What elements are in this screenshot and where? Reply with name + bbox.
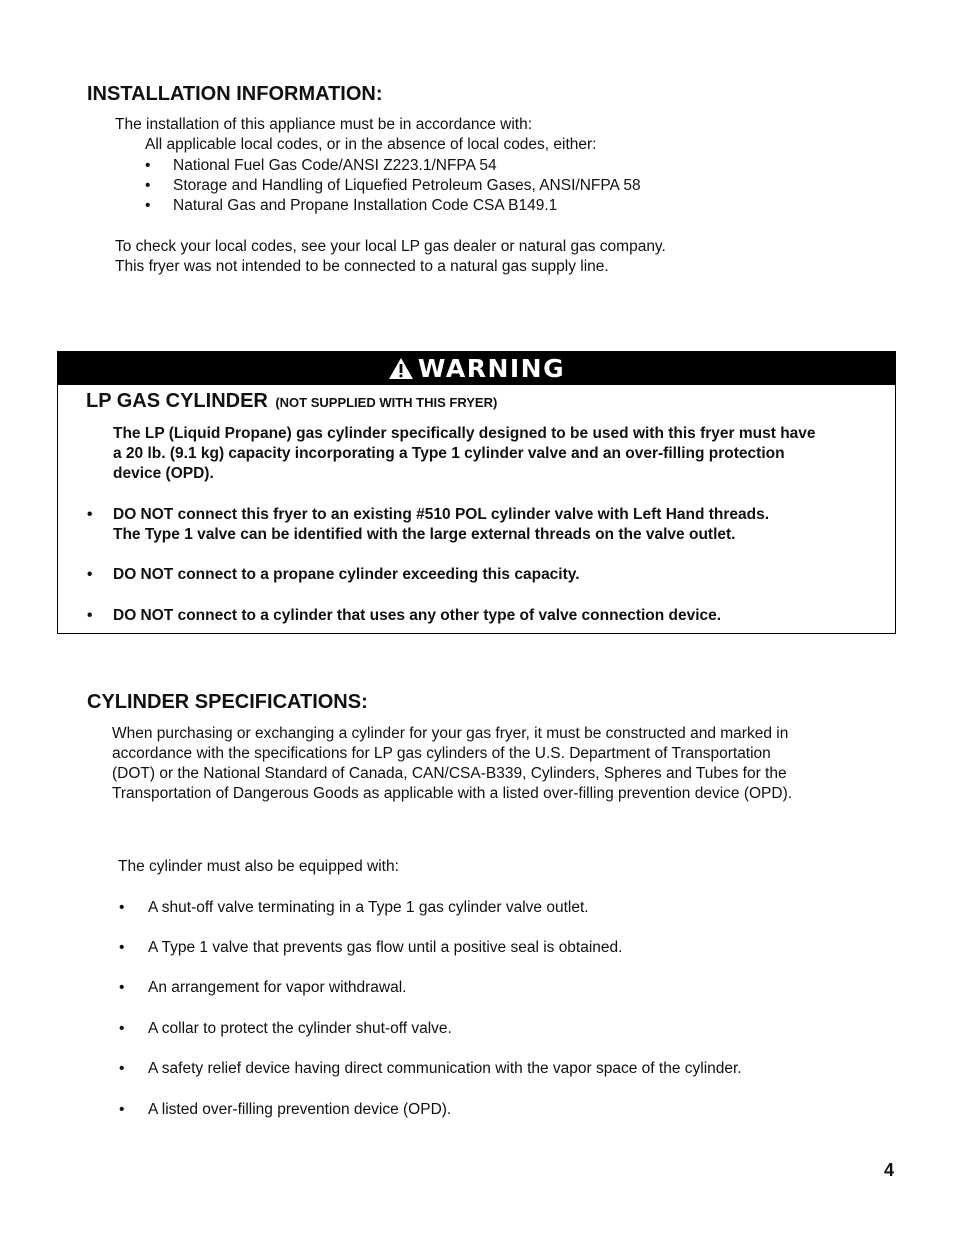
cyl-para-line-3: (DOT) or the National Standard of Canada, CAN/CSA-B339, Cylinders, Spheres and Tubes for the xyxy=(112,765,787,782)
list-item: An arrangement for vapor withdrawal. xyxy=(148,979,407,996)
warning-label: WARNING xyxy=(417,354,566,383)
lp-gas-title-row xyxy=(86,390,497,413)
warning-item-2: DO NOT connect to a propane cylinder exceeding this capacity. xyxy=(113,566,580,583)
installation-sub-intro: All applicable local codes, or in the absence of local codes, either: xyxy=(145,136,597,153)
installation-intro: The installation of this appliance must be in accordance with: xyxy=(115,116,533,133)
bullet: • xyxy=(119,1020,125,1037)
bullet: • xyxy=(87,506,93,523)
bullet: • xyxy=(87,607,93,624)
bullet: • xyxy=(145,197,151,214)
warning-banner xyxy=(58,352,895,385)
lp-para-line-3: device (OPD). xyxy=(113,465,214,482)
not-intended-line: This fryer was not intended to be connected to a natural gas supply line. xyxy=(115,258,609,275)
bullet: • xyxy=(119,939,125,956)
check-codes-line: To check your local codes, see your local LP gas dealer or natural gas company. xyxy=(115,238,666,255)
warning-item-1-line-2: The Type 1 valve can be identified with the large external threads on the valve outlet. xyxy=(113,526,736,543)
bullet: • xyxy=(119,979,125,996)
bullet: • xyxy=(119,899,125,916)
list-item: A safety relief device having direct communication with the vapor space of the cylinder. xyxy=(148,1060,742,1077)
lp-gas-title-note: (NOT SUPPLIED WITH THIS FRYER) xyxy=(275,395,498,410)
list-item: Storage and Handling of Liquefied Petroleum Gases, ANSI/NFPA 58 xyxy=(173,177,641,194)
list-item: Natural Gas and Propane Installation Code CSA B149.1 xyxy=(173,197,558,214)
warning-triangle-icon xyxy=(388,357,414,380)
bullet: • xyxy=(145,157,151,174)
equipped-intro: The cylinder must also be equipped with: xyxy=(118,858,399,875)
list-item: National Fuel Gas Code/ANSI Z223.1/NFPA 54 xyxy=(173,157,497,174)
list-item: A Type 1 valve that prevents gas flow until a positive seal is obtained. xyxy=(148,939,623,956)
lp-para-line-1: The LP (Liquid Propane) gas cylinder specifically designed to be used with this fryer must have xyxy=(113,425,816,442)
warning-item-1-line-1: DO NOT connect this fryer to an existing #510 POL cylinder valve with Left Hand threads. xyxy=(113,506,770,523)
warning-item-3: DO NOT connect to a cylinder that uses any other type of valve connection device. xyxy=(113,607,722,624)
bullet: • xyxy=(119,1060,125,1077)
cyl-para-line-1: When purchasing or exchanging a cylinder for your gas fryer, it must be constructed and marked in xyxy=(112,725,789,742)
lp-gas-title: LP GAS CYLINDER xyxy=(86,390,268,412)
lp-para-line-2: a 20 lb. (9.1 kg) capacity incorporating a Type 1 cylinder valve and an over-filling protection xyxy=(113,445,785,462)
bullet: • xyxy=(87,566,93,583)
list-item: A collar to protect the cylinder shut-off valve. xyxy=(148,1020,452,1037)
list-item: A listed over-filling prevention device (OPD). xyxy=(148,1101,452,1118)
cyl-para-line-4: Transportation of Dangerous Goods as applicable with a listed over-filling prevention device (OPD). xyxy=(112,785,793,802)
cylinder-heading: CYLINDER SPECIFICATIONS: xyxy=(87,691,368,713)
page-number: 4 xyxy=(884,1160,895,1180)
bullet: • xyxy=(119,1101,125,1118)
bullet: • xyxy=(145,177,151,194)
list-item: A shut-off valve terminating in a Type 1 gas cylinder valve outlet. xyxy=(148,899,589,916)
installation-heading: INSTALLATION INFORMATION: xyxy=(87,83,383,105)
cyl-para-line-2: accordance with the specifications for LP gas cylinders of the U.S. Department of Transportation xyxy=(112,745,771,762)
